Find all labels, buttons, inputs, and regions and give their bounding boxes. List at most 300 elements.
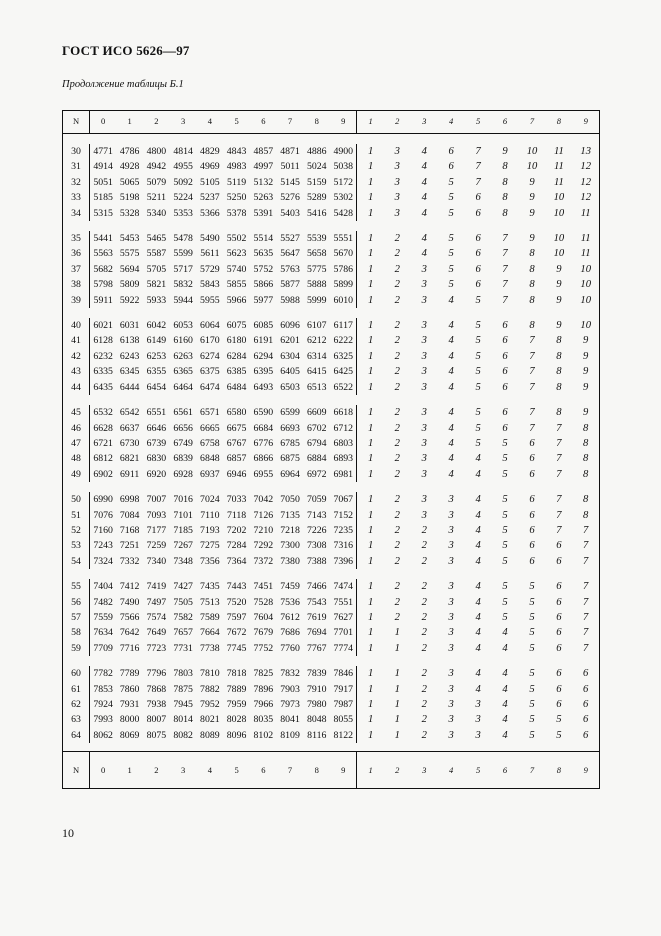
difference-cell: 9: [583, 350, 589, 362]
table-row: [63, 467, 600, 482]
row-number-cell: 33: [71, 192, 81, 204]
mantissa-cell: 7846: [333, 668, 354, 680]
mantissa-cell: 7619: [306, 611, 327, 623]
mantissa-cell: 6911: [120, 468, 140, 480]
table-row: [63, 712, 600, 727]
difference-cell: 10: [580, 279, 591, 291]
difference-cell: 6: [556, 627, 562, 639]
mantissa-cell: 4786: [119, 146, 140, 157]
difference-cell: 1: [367, 453, 374, 465]
mantissa-cell: 7889: [226, 683, 247, 695]
group-spacer: [63, 743, 600, 752]
difference-cell: 4: [421, 176, 427, 188]
mantissa-cell: 7218: [280, 524, 300, 536]
mantissa-cell: 7451: [253, 581, 274, 593]
difference-cell: 4: [475, 453, 481, 465]
mantissa-cell: 7694: [306, 627, 327, 639]
mantissa-cell: 5922: [119, 294, 140, 306]
difference-cell: 4: [475, 468, 481, 480]
mantissa-cell: 5211: [146, 192, 166, 204]
mantissa-cell: 6232: [93, 350, 113, 362]
mantissa-cell: 5611: [200, 248, 220, 260]
mantissa-cell: 6785: [280, 437, 300, 449]
difference-cell: 1: [367, 335, 374, 347]
mantissa-cell: 7332: [119, 555, 140, 567]
mantissa-cell: 7597: [226, 611, 247, 623]
row-number-cell: 48: [71, 453, 81, 465]
difference-cell: 7: [502, 248, 508, 260]
table-row: [63, 333, 600, 348]
difference-cell: 3: [448, 642, 454, 654]
mantissa-cell: 7412: [119, 581, 140, 593]
mantissa-cell: 6180: [226, 335, 247, 347]
table-row: [63, 206, 600, 221]
mantissa-cell: 5502: [226, 233, 247, 245]
table-row: [63, 492, 600, 507]
mantissa-cell: 6749: [173, 437, 193, 449]
difference-cell: 5: [556, 729, 562, 741]
mantissa-cell: 5740: [226, 263, 247, 275]
difference-cell: 4: [448, 366, 454, 378]
mantissa-cell: 6484: [226, 381, 247, 393]
mantissa-cell: 7789: [119, 668, 140, 680]
page-number: 10: [62, 826, 74, 840]
difference-cell: 6: [502, 407, 508, 419]
difference-cell: 7: [583, 642, 589, 654]
mantissa-cell: 6830: [146, 453, 167, 465]
difference-cell: 1: [367, 176, 374, 188]
mantissa-cell: 6107: [306, 320, 327, 332]
mantissa-cell: 6365: [173, 366, 193, 378]
mantissa-cell: 5119: [226, 176, 247, 188]
difference-cell: 6: [556, 683, 562, 695]
mantissa-cell: 8035: [253, 714, 274, 726]
difference-cell: 2: [394, 350, 400, 362]
row-number-cell: 52: [71, 524, 81, 536]
difference-cell: 12: [580, 192, 591, 204]
difference-cell: 7: [502, 279, 508, 291]
difference-cell: 6: [502, 366, 508, 378]
mantissa-cell: 6730: [119, 437, 140, 449]
difference-cell: 2: [394, 555, 400, 567]
difference-cell: 4: [421, 248, 427, 260]
mantissa-cell: 4942: [146, 161, 167, 173]
mantissa-cell: 6767: [226, 437, 247, 449]
mantissa-cell: 5763: [280, 263, 300, 275]
difference-cell: 2: [421, 683, 427, 695]
footer-cell-difference-1: 1: [357, 752, 384, 789]
difference-cell: 5: [529, 714, 535, 726]
difference-cell: 4: [448, 335, 454, 347]
difference-cell: 8: [556, 335, 562, 347]
difference-cell: 1: [367, 146, 374, 157]
mantissa-cell: 5302: [333, 192, 354, 204]
difference-cell: 1: [394, 642, 400, 654]
difference-cell: 3: [394, 192, 400, 204]
footer-cell-mantissa-1: 1: [116, 752, 143, 789]
mantissa-cell: 6812: [93, 453, 113, 465]
difference-cell: 2: [421, 524, 427, 536]
table-row: [63, 159, 600, 174]
difference-cell: 2: [394, 524, 400, 536]
mantissa-cell: 6571: [200, 407, 220, 419]
difference-cell: 5: [529, 611, 535, 623]
mantissa-cell: 5051: [93, 176, 113, 188]
mantissa-cell: 8102: [253, 729, 274, 741]
mantissa-cell: 5899: [333, 279, 354, 291]
difference-cell: 2: [394, 248, 400, 260]
difference-cell: 4: [448, 468, 454, 480]
mantissa-cell: 6580: [226, 407, 247, 419]
difference-cell: 1: [367, 161, 374, 173]
mantissa-cell: 6243: [119, 350, 140, 362]
difference-cell: 2: [394, 509, 400, 521]
difference-cell: 5: [502, 555, 508, 567]
mantissa-cell: 7959: [226, 699, 247, 710]
mantissa-cell: 7709: [93, 642, 113, 654]
mantissa-cell: 8007: [146, 714, 167, 726]
mantissa-cell: 7324: [93, 555, 113, 567]
mantissa-cell: 5988: [280, 294, 300, 306]
difference-cell: 9: [556, 279, 562, 291]
mantissa-cell: 5198: [119, 192, 140, 204]
mantissa-cell: 7490: [119, 596, 140, 608]
mantissa-cell: 6513: [306, 381, 327, 393]
mantissa-cell: 5647: [280, 248, 300, 260]
mantissa-cell: 6503: [280, 381, 300, 393]
difference-cell: 5: [475, 335, 481, 347]
mantissa-cell: 4800: [146, 146, 167, 157]
header-cell-difference-6: 6: [492, 111, 519, 134]
mantissa-cell: 6160: [173, 335, 193, 347]
mantissa-cell: 5717: [173, 263, 193, 275]
difference-cell: 8: [583, 453, 589, 465]
difference-cell: 6: [502, 320, 508, 332]
difference-cell: 7: [556, 468, 562, 480]
mantissa-cell: 5933: [146, 294, 167, 306]
difference-cell: 5: [502, 611, 508, 623]
mantissa-cell: 7292: [253, 540, 274, 552]
difference-cell: 6: [583, 714, 589, 726]
table-body: [63, 134, 600, 752]
mantissa-cell: 5955: [200, 294, 220, 306]
mantissa-cell: 7076: [93, 509, 113, 521]
mantissa-cell: 6848: [200, 453, 220, 465]
difference-cell: 1: [367, 407, 374, 419]
mantissa-cell: 4871: [280, 146, 300, 157]
mantissa-cell: 7993: [93, 714, 113, 726]
mantissa-cell: 7875: [173, 683, 193, 695]
difference-cell: 5: [475, 437, 481, 449]
difference-cell: 4: [475, 642, 481, 654]
mantissa-cell: 7482: [93, 596, 113, 608]
mantissa-cell: 5944: [173, 294, 193, 306]
mantissa-cell: 7574: [146, 611, 167, 623]
mantissa-cell: 7275: [200, 540, 220, 552]
difference-cell: 3: [448, 540, 454, 552]
table-row: [63, 697, 600, 712]
table-row: [63, 579, 600, 594]
mantissa-cell: 5670: [333, 248, 354, 260]
difference-cell: 1: [367, 381, 374, 393]
mantissa-cell: 4983: [226, 161, 247, 173]
mantissa-cell: 6493: [253, 381, 274, 393]
difference-cell: 2: [394, 279, 400, 291]
mantissa-cell: 7348: [173, 555, 193, 567]
group-spacer: [63, 221, 600, 231]
mantissa-cell: 6972: [306, 468, 327, 480]
difference-cell: 8: [556, 366, 562, 378]
mantissa-cell: 7536: [280, 596, 300, 608]
difference-cell: 3: [394, 146, 400, 157]
mantissa-cell: 7419: [146, 581, 167, 593]
mantissa-cell: 5587: [146, 248, 167, 260]
mantissa-cell: 5623: [226, 248, 247, 260]
table-row: [63, 421, 600, 436]
difference-cell: 3: [421, 335, 427, 347]
mantissa-cell: 6758: [200, 437, 220, 449]
logarithm-table: [62, 110, 600, 789]
footer-cell-mantissa-2: 2: [143, 752, 170, 789]
difference-cell: 11: [580, 248, 591, 260]
mantissa-cell: 7938: [146, 699, 167, 710]
table-row: [63, 349, 600, 364]
difference-cell: 4: [475, 611, 481, 623]
difference-cell: 1: [367, 320, 374, 332]
mantissa-cell: 6542: [119, 407, 140, 419]
difference-cell: 3: [448, 555, 454, 567]
mantissa-cell: 7882: [200, 683, 220, 695]
header-cell-mantissa-1: 1: [116, 111, 143, 134]
difference-cell: 4: [502, 668, 508, 680]
row-number-cell: 64: [71, 729, 81, 741]
difference-cell: 7: [556, 422, 562, 434]
footer-cell-mantissa-0: 0: [90, 752, 117, 789]
mantissa-cell: 7810: [200, 668, 220, 680]
mantissa-cell: 8062: [93, 729, 113, 741]
difference-cell: 4: [448, 350, 454, 362]
row-number-cell: 47: [71, 437, 81, 449]
difference-cell: 1: [367, 494, 374, 506]
mantissa-cell: 6294: [253, 350, 274, 362]
mantissa-cell: 6803: [333, 437, 354, 449]
difference-cell: 5: [529, 596, 535, 608]
mantissa-cell: 5855: [226, 279, 247, 291]
table-row: [63, 595, 600, 610]
mantissa-cell: 6776: [253, 437, 274, 449]
difference-cell: 3: [421, 437, 427, 449]
mantissa-cell: 7924: [93, 699, 113, 710]
footer-cell-difference-9: 9: [572, 752, 599, 789]
table-row: [63, 554, 600, 569]
difference-cell: 5: [475, 294, 481, 306]
mantissa-cell: 7860: [119, 683, 140, 695]
mantissa-cell: 7917: [333, 683, 354, 695]
mantissa-cell: 6170: [200, 335, 220, 347]
difference-cell: 9: [529, 176, 535, 188]
mantissa-cell: 7931: [119, 699, 140, 710]
difference-cell: 5: [475, 350, 481, 362]
difference-cell: 1: [367, 611, 374, 623]
mantissa-cell: 7168: [119, 524, 140, 536]
mantissa-cell: 5635: [253, 248, 274, 260]
row-number-cell: 58: [71, 627, 81, 639]
mantissa-cell: 7202: [226, 524, 247, 536]
mantissa-cell: 6875: [280, 453, 300, 465]
mantissa-cell: 6964: [280, 468, 300, 480]
difference-cell: 5: [448, 233, 454, 245]
row-number-cell: 39: [71, 294, 81, 306]
difference-cell: 8: [529, 248, 535, 260]
difference-cell: 2: [394, 407, 400, 419]
difference-cell: 4: [448, 422, 454, 434]
mantissa-cell: 6042: [146, 320, 167, 332]
row-number-cell: 54: [71, 555, 81, 567]
header-cell-mantissa-4: 4: [196, 111, 223, 134]
difference-cell: 3: [448, 524, 454, 536]
row-number-cell: 53: [71, 540, 81, 552]
difference-cell: 7: [556, 437, 562, 449]
difference-cell: 9: [556, 294, 562, 306]
difference-cell: 5: [502, 524, 508, 536]
table-row: [63, 405, 600, 420]
header-cell-mantissa-0: 0: [90, 111, 117, 134]
mantissa-cell: 6345: [119, 366, 140, 378]
table-header: [63, 111, 600, 134]
difference-cell: 6: [475, 263, 481, 275]
row-number-cell: 46: [71, 422, 81, 434]
table-row: [63, 364, 600, 379]
mantissa-cell: 7745: [226, 642, 247, 654]
difference-cell: 10: [553, 192, 565, 204]
mantissa-cell: 7987: [333, 699, 354, 710]
mantissa-cell: 5403: [280, 207, 300, 219]
difference-cell: 1: [394, 699, 400, 710]
difference-cell: 6: [556, 699, 562, 710]
difference-cell: 6: [529, 437, 535, 449]
mantissa-cell: 6590: [253, 407, 274, 419]
mantissa-cell: 6335: [93, 366, 113, 378]
table-continuation-caption: Продолжение таблицы Б.1: [62, 79, 184, 90]
mantissa-cell: 7634: [93, 627, 113, 639]
footer-cell-mantissa-9: 9: [330, 752, 357, 789]
difference-cell: 4: [502, 642, 508, 654]
difference-cell: 4: [502, 714, 508, 726]
difference-cell: 11: [580, 233, 591, 245]
header-cell-difference-4: 4: [438, 111, 465, 134]
mantissa-cell: 5539: [306, 233, 327, 245]
difference-cell: 10: [580, 294, 591, 306]
difference-cell: 9: [556, 320, 562, 332]
mantissa-cell: 4771: [93, 146, 113, 157]
difference-cell: 3: [421, 350, 427, 362]
mantissa-cell: 5911: [93, 294, 113, 306]
mantissa-cell: 6096: [280, 320, 300, 332]
table-row: [63, 436, 600, 451]
row-number-cell: 31: [71, 161, 81, 173]
row-number-cell: 61: [71, 683, 81, 695]
mantissa-cell: 6304: [280, 350, 300, 362]
table-row: [63, 523, 600, 538]
difference-cell: 7: [583, 611, 589, 623]
difference-cell: 3: [421, 366, 427, 378]
difference-cell: 7: [556, 453, 562, 465]
table-row: [63, 231, 600, 246]
difference-cell: 7: [583, 540, 589, 552]
mantissa-cell: 7716: [119, 642, 140, 654]
mantissa-cell: 6425: [333, 366, 354, 378]
mantissa-cell: 5786: [333, 263, 354, 275]
difference-cell: 4: [448, 294, 454, 306]
mantissa-cell: 6981: [333, 468, 354, 480]
difference-cell: 8: [529, 320, 535, 332]
mantissa-cell: 5391: [253, 207, 274, 219]
mantissa-cell: 6325: [333, 350, 354, 362]
footer-cell-difference-7: 7: [519, 752, 546, 789]
mantissa-cell: 7520: [226, 596, 247, 608]
mantissa-cell: 6385: [226, 366, 247, 378]
mantissa-cell: 8041: [280, 714, 300, 726]
mantissa-cell: 6902: [93, 468, 113, 480]
mantissa-cell: 5185: [93, 192, 113, 204]
difference-cell: 1: [367, 683, 374, 695]
difference-cell: 4: [475, 627, 481, 639]
mantissa-cell: 7259: [146, 540, 167, 552]
mantissa-cell: 5428: [333, 207, 354, 219]
mantissa-cell: 4857: [253, 146, 274, 157]
mantissa-cell: 5843: [200, 279, 220, 291]
difference-cell: 1: [367, 714, 374, 726]
difference-cell: 1: [367, 699, 374, 710]
mantissa-cell: 5966: [226, 294, 247, 306]
mantissa-cell: 7059: [306, 494, 327, 506]
header-cell-mantissa-3: 3: [170, 111, 197, 134]
difference-cell: 13: [580, 146, 591, 157]
difference-cell: 6: [583, 729, 589, 741]
mantissa-cell: 7067: [333, 494, 354, 506]
mantissa-cell: 4997: [253, 161, 274, 173]
difference-cell: 1: [367, 366, 374, 378]
footer-cell-n: N: [63, 752, 90, 789]
mantissa-cell: 6149: [146, 335, 167, 347]
mantissa-cell: 5563: [93, 248, 113, 260]
mantissa-cell: 6314: [306, 350, 327, 362]
mantissa-cell: 7839: [306, 668, 327, 680]
mantissa-cell: 8122: [333, 729, 354, 741]
mantissa-cell: 6937: [200, 468, 220, 480]
mantissa-cell: 7980: [306, 699, 327, 710]
mantissa-cell: 5378: [226, 207, 247, 219]
mantissa-cell: 7945: [173, 699, 193, 710]
row-number-cell: 32: [71, 176, 81, 188]
difference-cell: 4: [475, 509, 481, 521]
mantissa-cell: 5038: [333, 161, 354, 173]
row-number-cell: 43: [71, 366, 81, 378]
difference-cell: 1: [394, 714, 400, 726]
footer-cell-mantissa-4: 4: [196, 752, 223, 789]
difference-cell: 2: [421, 642, 427, 654]
difference-cell: 5: [475, 381, 481, 393]
difference-cell: 5: [529, 642, 535, 654]
mantissa-cell: 6675: [226, 422, 247, 434]
mantissa-cell: 6739: [146, 437, 167, 449]
mantissa-cell: 7657: [173, 627, 193, 639]
difference-cell: 8: [583, 437, 589, 449]
table-row: [63, 538, 600, 553]
mantissa-cell: 6253: [146, 350, 167, 362]
difference-cell: 7: [475, 146, 481, 157]
header-cell-mantissa-9: 9: [330, 111, 357, 134]
